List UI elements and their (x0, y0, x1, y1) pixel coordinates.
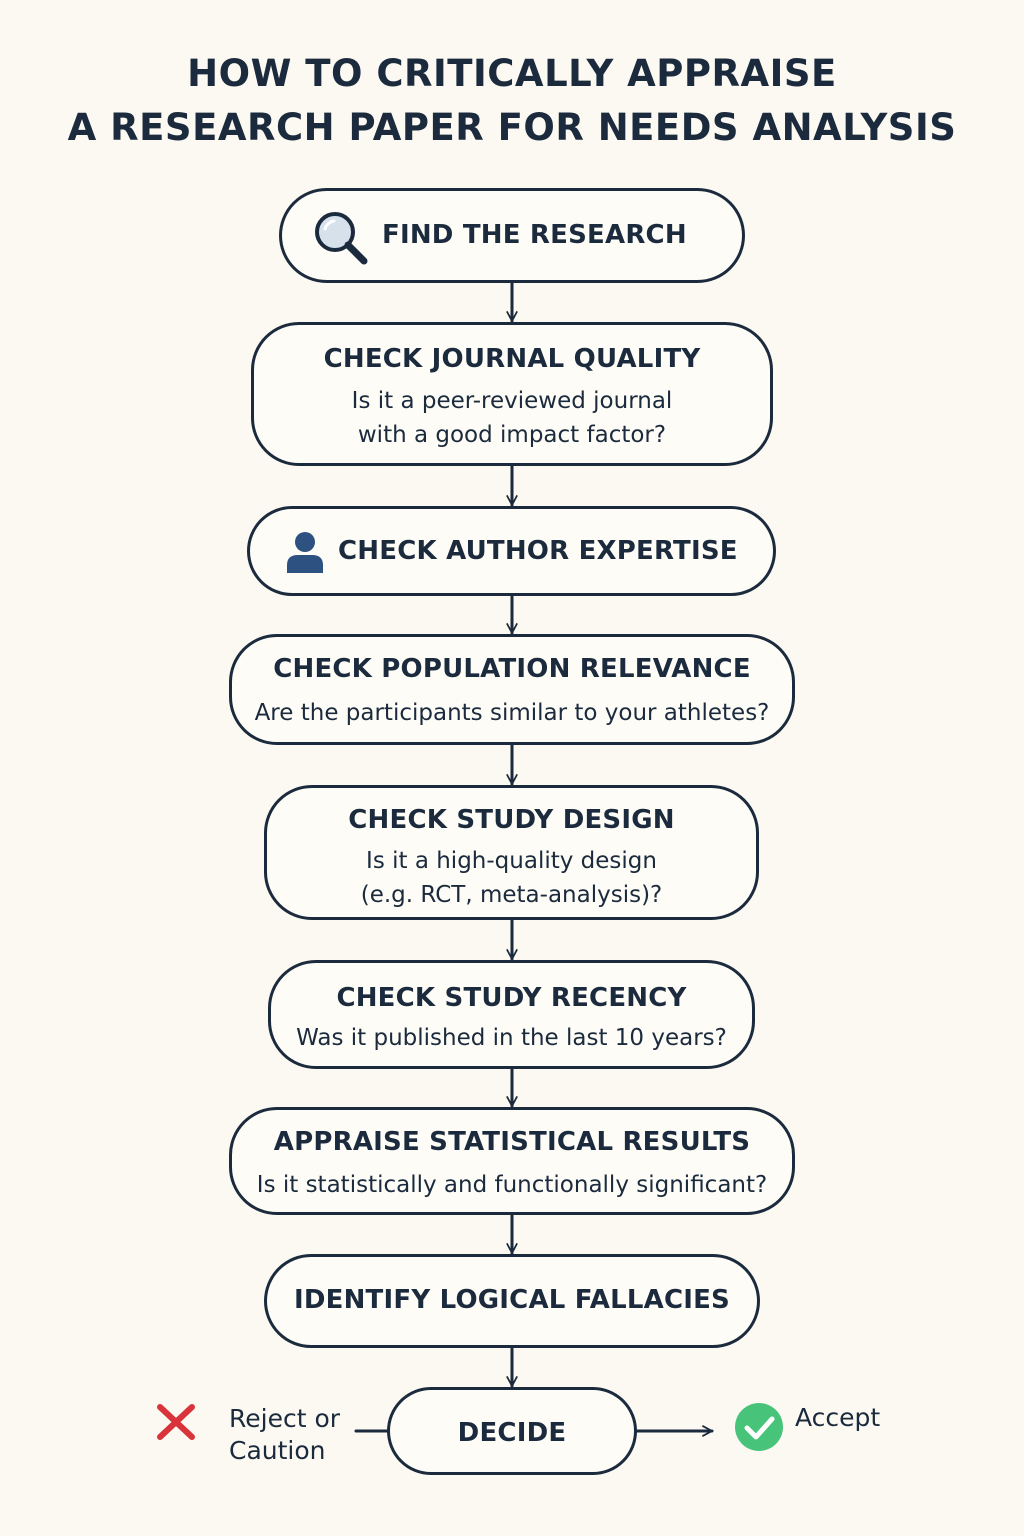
step-check-journal-quality (251, 322, 773, 466)
title-line-1: HOW TO CRITICALLY APPRAISE (187, 52, 837, 95)
step-question: Are the participants similar to your athletes? (254, 700, 770, 726)
step-heading: CHECK STUDY DESIGN (348, 805, 675, 835)
green-check-icon (733, 1401, 785, 1457)
decide-node (387, 1387, 637, 1475)
step-heading: FIND THE RESEARCH (382, 220, 687, 250)
accept-label: Accept (795, 1403, 881, 1432)
step-heading: CHECK POPULATION RELEVANCE (273, 654, 751, 684)
step-heading: CHECK STUDY RECENCY (336, 983, 687, 1013)
step-appraise-statistical-results (229, 1107, 795, 1215)
step-check-study-design (264, 785, 759, 920)
step-find-the-research (279, 188, 745, 283)
reject-or-caution-label: Reject or Caution (229, 1404, 341, 1465)
step-heading: IDENTIFY LOGICAL FALLACIES (293, 1285, 730, 1315)
step-question: Was it published in the last 10 years? (296, 1025, 727, 1051)
step-identify-logical-fallacies (264, 1254, 760, 1348)
step-heading: APPRAISE STATISTICAL RESULTS (273, 1127, 751, 1157)
magnifying-glass-icon (312, 209, 370, 271)
step-question: Is it statistically and functionally significant? (256, 1172, 768, 1198)
step-check-population-relevance (229, 634, 795, 745)
step-heading: CHECK JOURNAL QUALITY (323, 344, 701, 374)
title-line-2: A RESEARCH PAPER FOR NEEDS ANALYSIS (67, 106, 957, 149)
decide-label: DECIDE (457, 1418, 567, 1448)
step-check-study-recency (268, 960, 755, 1069)
person-icon (284, 530, 326, 578)
step-heading: CHECK AUTHOR EXPERTISE (338, 536, 738, 566)
step-question: Is it a high-quality design (e.g. RCT, meta-analysis)? (360, 848, 663, 908)
red-x-icon (155, 1403, 197, 1445)
step-question: Is it a peer-reviewed journal with a good impact factor? (351, 388, 673, 448)
step-check-author-expertise (247, 506, 776, 596)
